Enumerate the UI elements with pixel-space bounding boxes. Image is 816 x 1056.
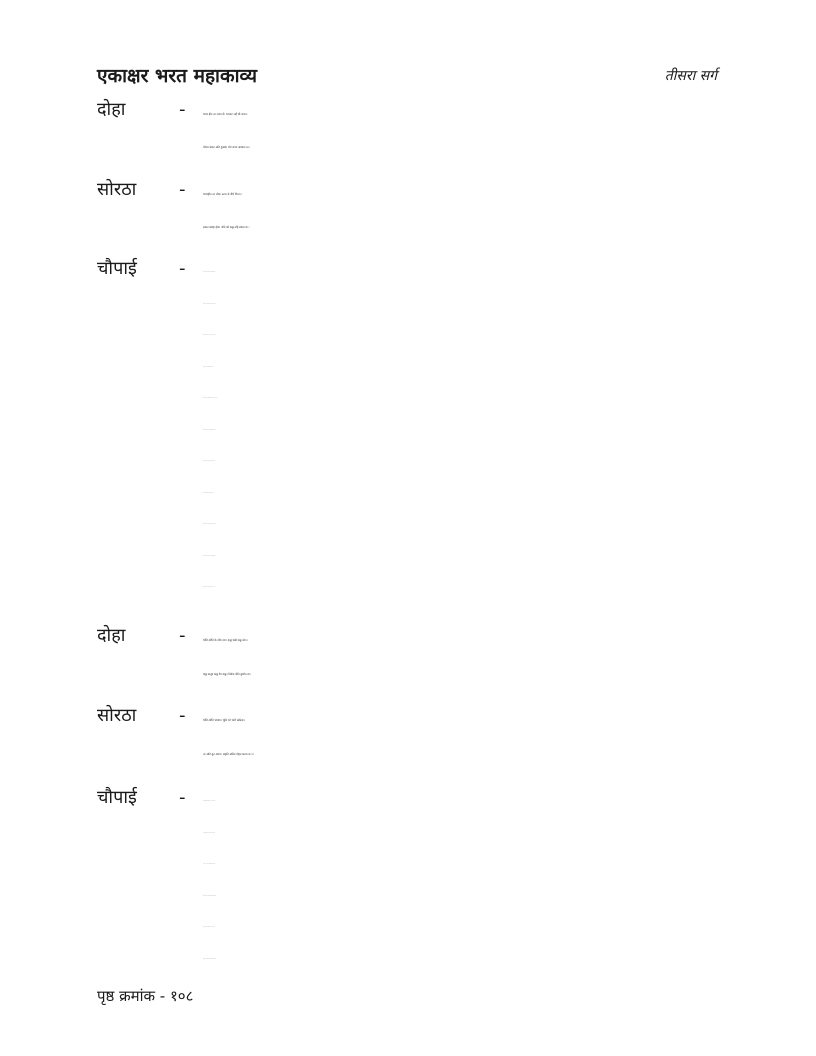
- stanza-label: दोहा: [97, 99, 126, 120]
- verse-line: [203, 944, 727, 976]
- verse-line: [203, 352, 727, 384]
- verse-line: नर अति कूर अपार। प्रकृति अमित दोहन करत।।१०।।: [203, 753, 254, 756]
- stanza-label: चौपाई: [97, 258, 137, 279]
- verse-line: भाँति-भाँति भण्डार। भूमि भरे भारी खनिज।।: [203, 719, 246, 722]
- stanza-label: चौपाई: [97, 787, 137, 808]
- stanza-dash: -: [179, 625, 186, 646]
- verse-line: [203, 818, 727, 850]
- verse-line: [203, 320, 727, 352]
- verse-line: [203, 289, 727, 321]
- verse-line: भाग्यहीन नर जोय। ऊपर से नीचे गिरत।।: [203, 193, 242, 196]
- verse-line: भाँति-भाँति के जीव जग। कछु पक्षी कछु ढोर।।: [203, 639, 248, 642]
- verse-line: [203, 383, 727, 415]
- stanza-dash: -: [179, 258, 186, 279]
- stanza-dash: -: [179, 99, 186, 120]
- verse-line: [203, 478, 727, 510]
- verse-line: [203, 446, 727, 478]
- stanza-label: सोरठा: [97, 705, 137, 726]
- page-number: पृष्ठ क्रमांक - १०८: [97, 987, 194, 1005]
- stanza-label: दोहा: [97, 625, 126, 646]
- page-header: [97, 60, 719, 90]
- verse-line: भाग्य हीन नर जगत में। भगकर जहँ भी जात।।: [203, 113, 248, 116]
- verse-line: [203, 257, 727, 289]
- verse-line: कछु मानुष कछु देव कछु। तिर्यक योनि कुघोर।।९।।: [203, 673, 252, 676]
- book-title: एकाक्षर भरत महाकाव्य: [97, 65, 258, 87]
- verse-line: [203, 509, 727, 541]
- verse-line: [203, 786, 727, 818]
- verse-line: सम्पट स्वाहा होय। जीने को कछु नहिं बचत।।९।।: [203, 226, 250, 229]
- verse-line: भोगत संकट अति दुःखद। घोर लगत आधात।।८।।: [203, 146, 251, 149]
- chapter-title: तीसरा सर्ग: [664, 68, 717, 84]
- verse-line: [203, 415, 727, 447]
- verse-line: [203, 849, 727, 881]
- verse-line: [203, 572, 727, 604]
- stanza-dash: -: [179, 705, 186, 726]
- verse-line: [203, 912, 727, 944]
- verse-line: [203, 541, 727, 573]
- stanza-dash: -: [179, 787, 186, 808]
- stanza-dash: -: [179, 179, 186, 200]
- verse-line: [203, 881, 727, 913]
- stanza-label: सोरठा: [97, 179, 137, 200]
